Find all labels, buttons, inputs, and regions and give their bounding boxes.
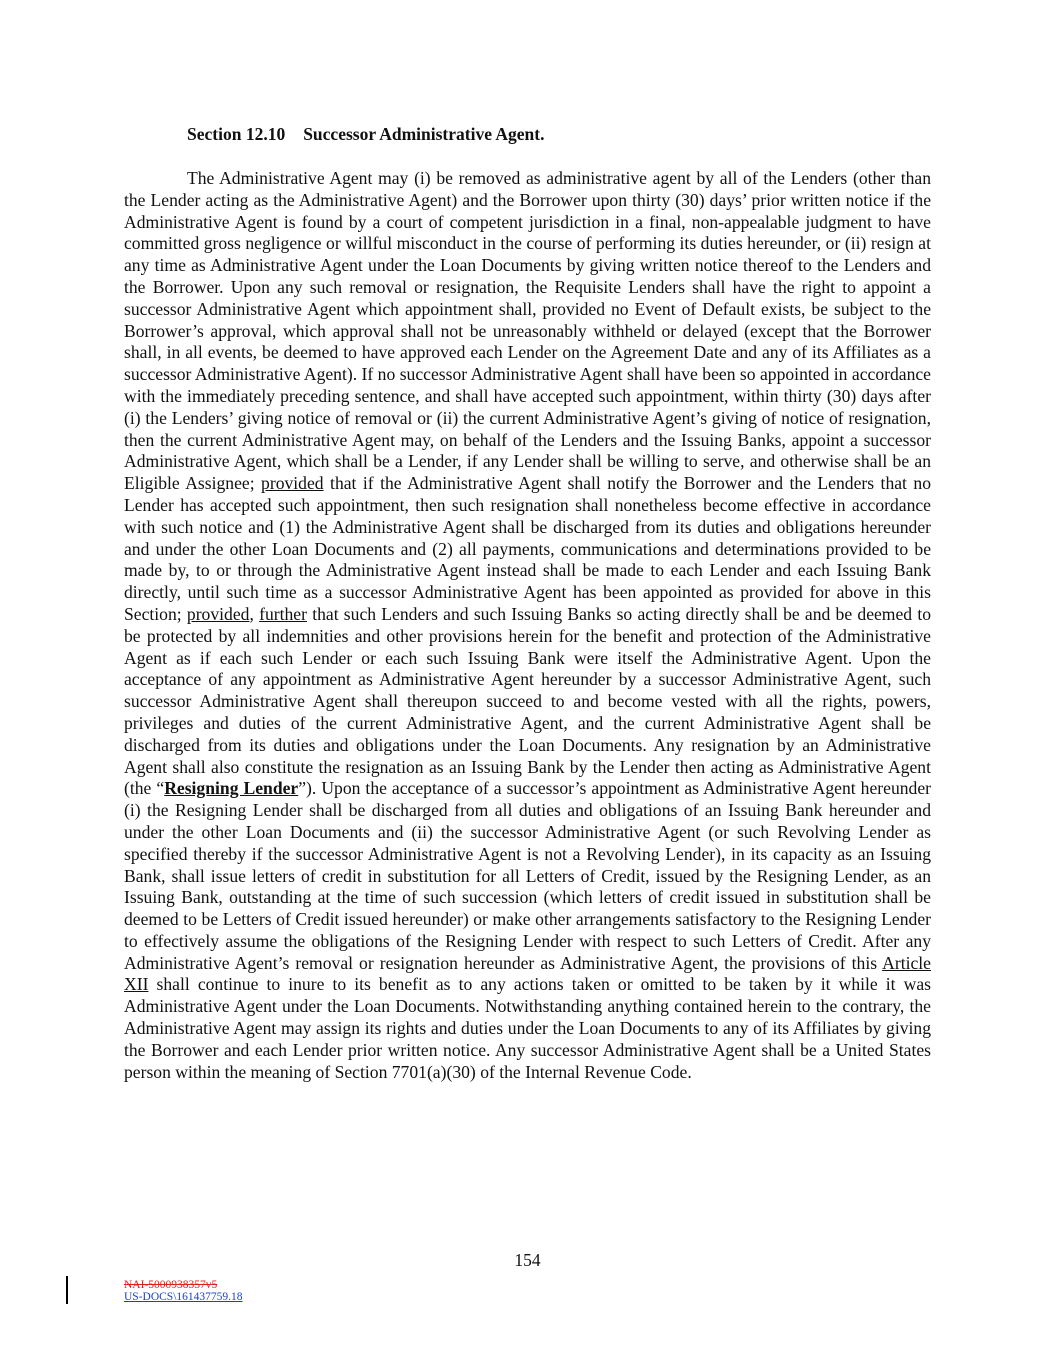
document-ids	[124, 1279, 243, 1303]
paragraph-text: ,	[249, 603, 260, 624]
section-title: Successor Administrative Agent.	[303, 124, 545, 144]
defined-term: Resigning Lender	[164, 778, 299, 799]
paragraph-text: that if the Administrative Agent shall notify the Borrower and the Lenders that no Lender has accepted such appointment, then such resignation shall nonetheless become effective in accordance with such notice and (1) the Administrative Agent shall be discharged from its duties and obligations hereunder and under the other Loan Documents and (2) all payments, communications and determinations provided to be made by, to or through the Administrative Agent instead shall be made to each Lender and each Issuing Bank directly, until such time as a successor Administrative Agent has been appointed as provided for above in this Section;	[124, 473, 931, 624]
section-number: Section 12.10	[187, 124, 286, 144]
revision-change-bar	[66, 1276, 68, 1304]
deleted-doc-id: NAI-5000938357v5	[124, 1279, 218, 1291]
underlined-term: provided	[261, 473, 324, 494]
paragraph-text: that such Lenders and such Issuing Banks so acting directly shall be and be deemed to be protected by all indemnities and other provisions herein for the benefit and protection of the Administrative Agent as if each such Lender or each such Issuing Bank were itself the Administrative Agent. Upon the acceptance of any appointment as Administrative Agent hereunder by a successor Administrative Agent, such successor Administrative Agent shall thereupon succeed to and become vested with all the rights, powers, privileges and duties of the current Administrative Agent, and the current Administrative Agent shall be discharged from its duties and obligations under the Loan Documents. Any resignation by an Administrative Agent shall also constitute the resignation as an Issuing Bank by the Lender then acting as Administrative Agent (the “	[124, 603, 932, 799]
paragraph-text: shall continue to inure to its benefit as to any actions taken or omitted to be taken by it while it was Administrative Agent under the Loan Documents. Notwithstanding anything contained herein to the contrary, the Administrative Agent may assign its rights and duties under the Loan Documents to any of its Affiliates by giving the Borrower and each Lender prior written notice. Any successor Administrative Agent shall be a United States person within the meaning of Section 7701(a)(30) of the Internal Revenue Code.	[124, 974, 931, 1082]
inserted-doc-id: US-DOCS\161437759.18	[124, 1291, 243, 1303]
section-heading	[187, 124, 544, 145]
paragraph-text: The Administrative Agent may (i) be removed as administrative agent by all of the Lenders (other than the Lender acting as the Administrative Agent) and the Borrower upon thirty (30) days’ prior written notice if the Administrative Agent is found by a court of competent jurisdiction in a final, non-appealable judgment to have committed gross negligence or willful misconduct in the course of performing its duties hereunder, or (ii) resign at any time as Administrative Agent under the Loan Documents by giving written notice thereof to the Lenders and the Borrower. Upon any such removal or resignation, the Requisite Lenders shall have the right to appoint a successor Administrative Agent which appointment shall, provided no Event of Default exists, be subject to the Borrower’s approval, which approval shall not be unreasonably withheld or delayed (except that the Borrower shall, in all events, be deemed to have approved each Lender on the Agreement Date and any of its Affiliates as a successor Administrative Agent). If no successor Administrative Agent shall have been so appointed in accordance with the immediately preceding sentence, and shall have accepted such appointment, within thirty (30) days after (i) the Lenders’ giving notice of removal or (ii) the current Administrative Agent’s giving of notice of resignation, then the current Administrative Agent may, on behalf of the Lenders and the Issuing Banks, appoint a successor Administrative Agent, which shall be a Lender, if any Lender shall be willing to serve, and otherwise shall be an Eligible Assignee;	[124, 168, 931, 494]
underlined-term: provided	[186, 603, 250, 624]
page-number: 154	[514, 1250, 541, 1270]
underlined-term: further	[259, 603, 307, 624]
body-paragraph	[124, 168, 931, 1083]
article-reference: Article XII	[124, 952, 931, 995]
paragraph-text: ”). Upon the acceptance of a successor’s appointment as Administrative Agent hereunder (i) the Resigning Lender shall be discharged from all duties and obligations of an Issuing Bank hereunder and under the other Loan Documents and (ii) the successor Administrative Agent (or such Revolving Lender as specified thereby if the successor Administrative Agent is not a Revolving Lender), in its capacity as an Issuing Bank, shall issue letters of credit in substitution for all Letters of Credit, issued by the Resigning Lender, as an Issuing Bank, outstanding at the time of such succession (which letters of credit issued in substitution shall be deemed to be Letters of Credit issued hereunder) or make other arrangements satisfactory to the Resigning Lender to effectively assume the obligations of the Resigning Lender with respect to such Letters of Credit. After any Administrative Agent’s removal or resignation hereunder as Administrative Agent, the provisions of this	[124, 778, 931, 973]
